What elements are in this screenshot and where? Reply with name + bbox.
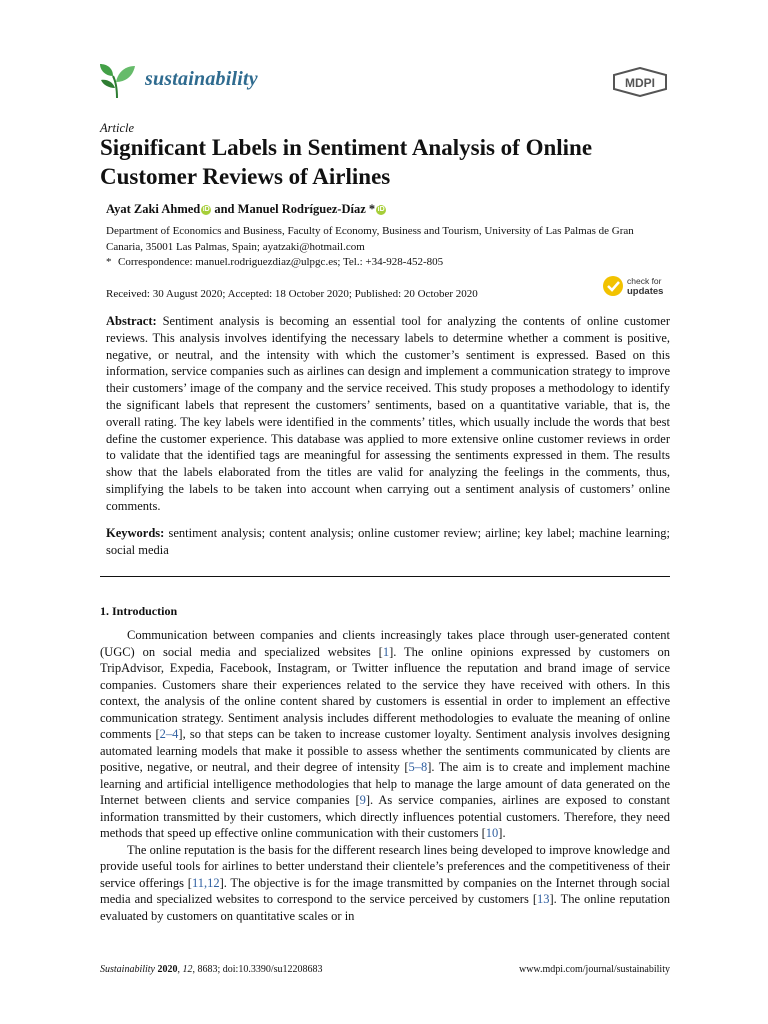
citation-link[interactable]: 11,12 [191, 875, 220, 890]
abstract [106, 313, 670, 515]
abstract-label: Abstract: [106, 314, 157, 328]
correspondence [106, 256, 443, 268]
paragraph [100, 842, 670, 925]
text-run: ]. As service companies, airlines are exposed to constant information transmitted by their customers, which directly influences potential customers. Therefore, they need methods that speed up effective online communication with their customers [ [100, 793, 670, 840]
citation-link[interactable]: 2–4 [159, 727, 179, 741]
mdpi-logo[interactable] [612, 67, 668, 97]
article-title: Significant Labels in Sentiment Analysis of Online Customer Reviews of Airlines [100, 135, 593, 189]
orcid-icon[interactable]: iD [202, 206, 210, 213]
article-type: Article [100, 121, 135, 135]
correspondence-marker: * [106, 256, 112, 268]
checkmark-icon [602, 275, 624, 297]
text-run: ]. [498, 826, 506, 840]
citation-link[interactable]: 9 [359, 793, 366, 807]
leaf-icon [97, 58, 139, 100]
mdpi-logo-text: MDPI [625, 76, 655, 90]
footer-citation: Sustainability 2020, 12, 8683; doi:10.3390/su12208683 [100, 964, 323, 975]
text-run: ]. The aim is to create and implement machine learning and artificial intelligence methodologies that help to manage the large amount of data generated on the Internet between clients and service companies [ [100, 760, 670, 807]
correspondence-text: Correspondence: manuel.rodriguezdiaz@ulpgc.es; Tel.: +34-928-452-805 [118, 256, 444, 268]
affiliation: Department of Economics and Business, Faculty of Economy, Business and Tourism, University of Las Palmas de Gran Canaria, 35001 Las Palmas, Spain; ayatzaki@hotmail.com [106, 225, 634, 253]
text-run: The online reputation is the basis for the different research lines being developed to improve knowledge and provide useful tools for airlines to better understand their clientele’s preferences and the competitiveness of their service offerings [ [100, 842, 670, 890]
keywords [106, 525, 670, 559]
check-for-updates-label [627, 276, 663, 297]
abstract-text: Sentiment analysis is becoming an essential tool for analyzing the contents of online customer reviews. This analysis involves identifying the necessary labels to determine whether a comment is positive, negative, or neutral, and the intensity with which the customer’s sentiment is expressed. Based on this information, service companies such as airlines can design and implement a communication strategy to improve their customers’ image of the company and the service received. This study proposes a methodology to identify the significant labels that represent the customers’ sentiments, based on a quantitative variable, that is, the overall rating. The key labels were identified in the comments’ titles, which usually include the words that best define the customer experience. This database was applied to more extensive online customer reviews in order to validate that the identified tags are meaningful for assessing the sentiments expressed in them. The results show that the labels elaborated from the titles are valid for analyzing the feelings in the comments, thus, simplifying the labels to be taken into account when carrying out a sentiment analysis of customers’ online comments. [106, 314, 670, 513]
text-run: Communication between companies and clients increasingly takes place through user-generated content (UGC) on social media and specialized websites [ [100, 628, 670, 659]
keywords-label: Keywords: [106, 526, 165, 540]
author-name[interactable]: Manuel Rodríguez-Díaz * [237, 202, 376, 216]
journal-name: sustainability [145, 67, 258, 90]
citation-link[interactable]: 13 [537, 892, 550, 906]
footer-url[interactable]: www.mdpi.com/journal/sustainability [518, 964, 670, 975]
author-list [106, 202, 386, 217]
orcid-icon[interactable]: iD [377, 206, 385, 213]
author-separator: and [214, 202, 235, 216]
section-divider [100, 576, 670, 577]
text-run: ]. The online reputation evaluated by customers on quantitative scales or in [100, 892, 671, 923]
keywords-text: sentiment analysis; content analysis; online customer review; airline; key label; machine learning; social media [106, 526, 670, 557]
footer-volume: 12 [182, 964, 193, 975]
section-heading: 1. Introduction [100, 604, 178, 618]
introduction-body [100, 627, 670, 924]
paragraph [100, 627, 670, 842]
check-for-updates-badge[interactable] [602, 275, 663, 297]
check-updates-line2: updates [627, 285, 664, 297]
citation-link[interactable]: 10 [485, 826, 499, 840]
citation-link[interactable]: 1 [382, 644, 390, 659]
journal-logo[interactable] [97, 58, 258, 100]
text-run: ]. The online opinions expressed by customers on TripAdvisor, Expedia, Facebook, Instagram, or Twitter influence the reputation and brand image of service companies. Customers share their experiences related to the service they have received with others. In this context, the analysis of the online content shared by customers is essential in order to implement an effective communication strategy. Sentiment analysis includes different methodologies to evaluate the meaning of online comments [ [100, 644, 670, 741]
check-updates-line1: check for [627, 275, 662, 286]
footer-year: 2020 [157, 964, 178, 975]
publication-dates: Received: 30 August 2020; Accepted: 18 October 2020; Published: 20 October 2020 [106, 288, 478, 300]
footer-doi[interactable]: 8683; doi:10.3390/su12208683 [197, 964, 323, 975]
footer-journal: Sustainability [100, 964, 155, 975]
citation-link[interactable]: 5–8 [408, 760, 428, 774]
text-run: ]. The objective is for the image transmitted by companies on the Internet through social media and specialized websites to correspond to the service perceived by customers [ [100, 875, 670, 906]
text-run: ], so that steps can be taken to increase customer loyalty. Sentiment analysis involves designing automated learning models that make it possible to assess whether the sentiments communicated by clients are positive, negative, or neutral, and their degree of intensity [ [100, 727, 670, 774]
author-name[interactable]: Ayat Zaki Ahmed [106, 202, 201, 216]
